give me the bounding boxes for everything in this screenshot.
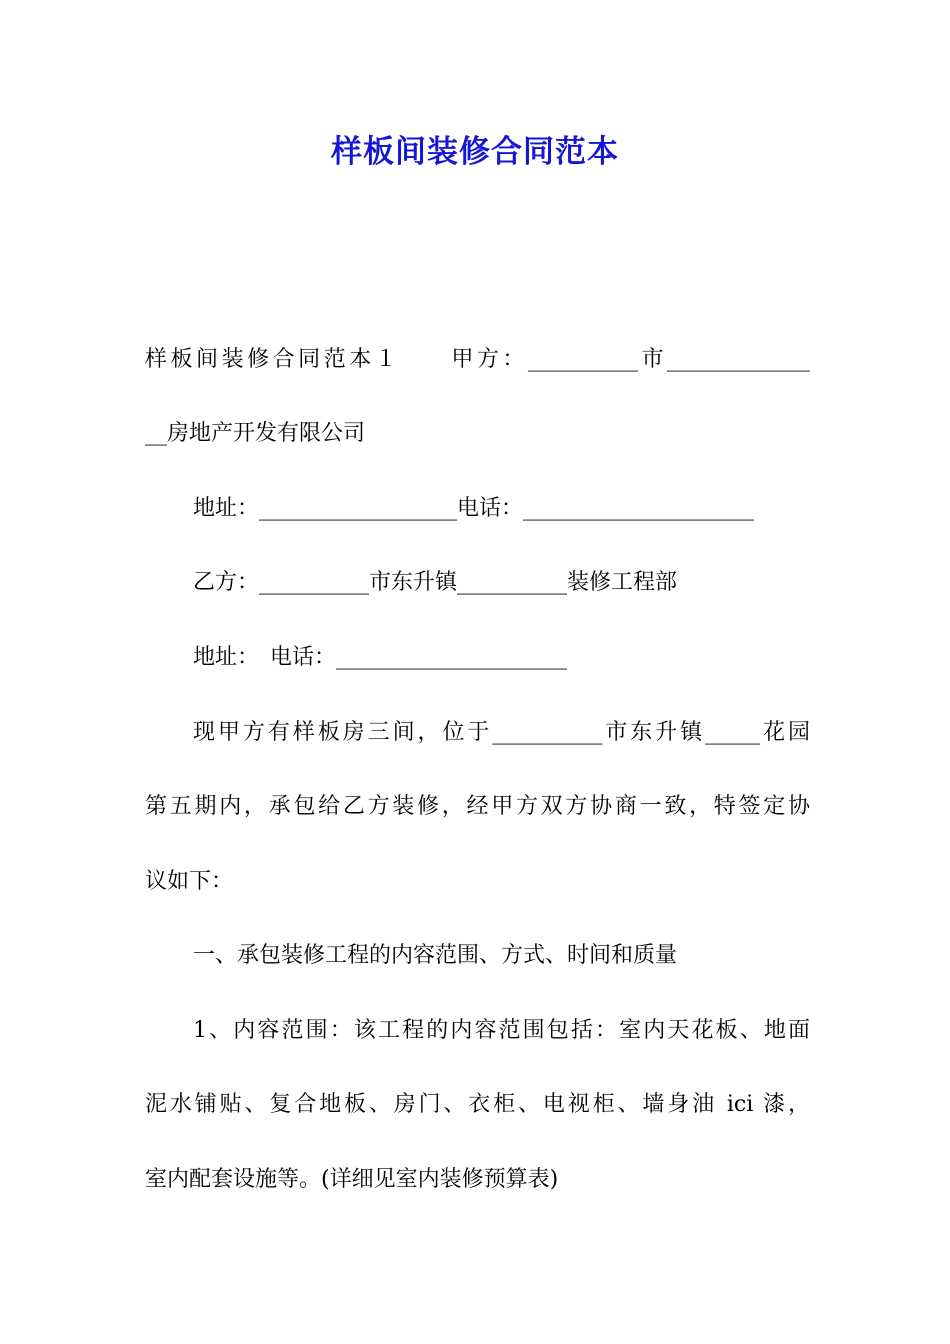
paragraph-line-party-a-company: __房地产开发有限公司: [145, 421, 366, 446]
paragraph-line-party-b-address: 地址： 电话：_____________________: [193, 645, 568, 670]
paragraph-line-scope-1: 1、内容范围：该工程的内容范围包括：室内天花板、地面: [193, 1018, 810, 1043]
paragraph-line-party-a: 样板间装修合同范本１ 甲方：__________市_____________: [145, 347, 810, 372]
paragraph-line-scope-2: 泥水铺贴、复合地板、房门、衣柜、电视柜、墙身油 ici 漆，: [145, 1092, 810, 1117]
paragraph-line-party-a-address: 地址：__________________电话：_____________________: [193, 496, 755, 521]
paragraph-line-party-b: 乙方：__________市东升镇__________装修工程部: [193, 570, 678, 595]
paragraph-line-intro-1: 现甲方有样板房三间，位于__________市东升镇_____花园: [193, 720, 810, 745]
paragraph-line-intro-3: 议如下：: [145, 869, 234, 894]
document-title: 样板间装修合同范本: [331, 134, 619, 170]
paragraph-line-scope-3: 室内配套设施等。(详细见室内装修预算表): [145, 1167, 559, 1192]
paragraph-line-intro-2: 第五期内，承包给乙方装修，经甲方双方协商一致，特签定协: [145, 794, 810, 819]
section-heading-1: 一、承包装修工程的内容范围、方式、时间和质量: [193, 943, 678, 968]
